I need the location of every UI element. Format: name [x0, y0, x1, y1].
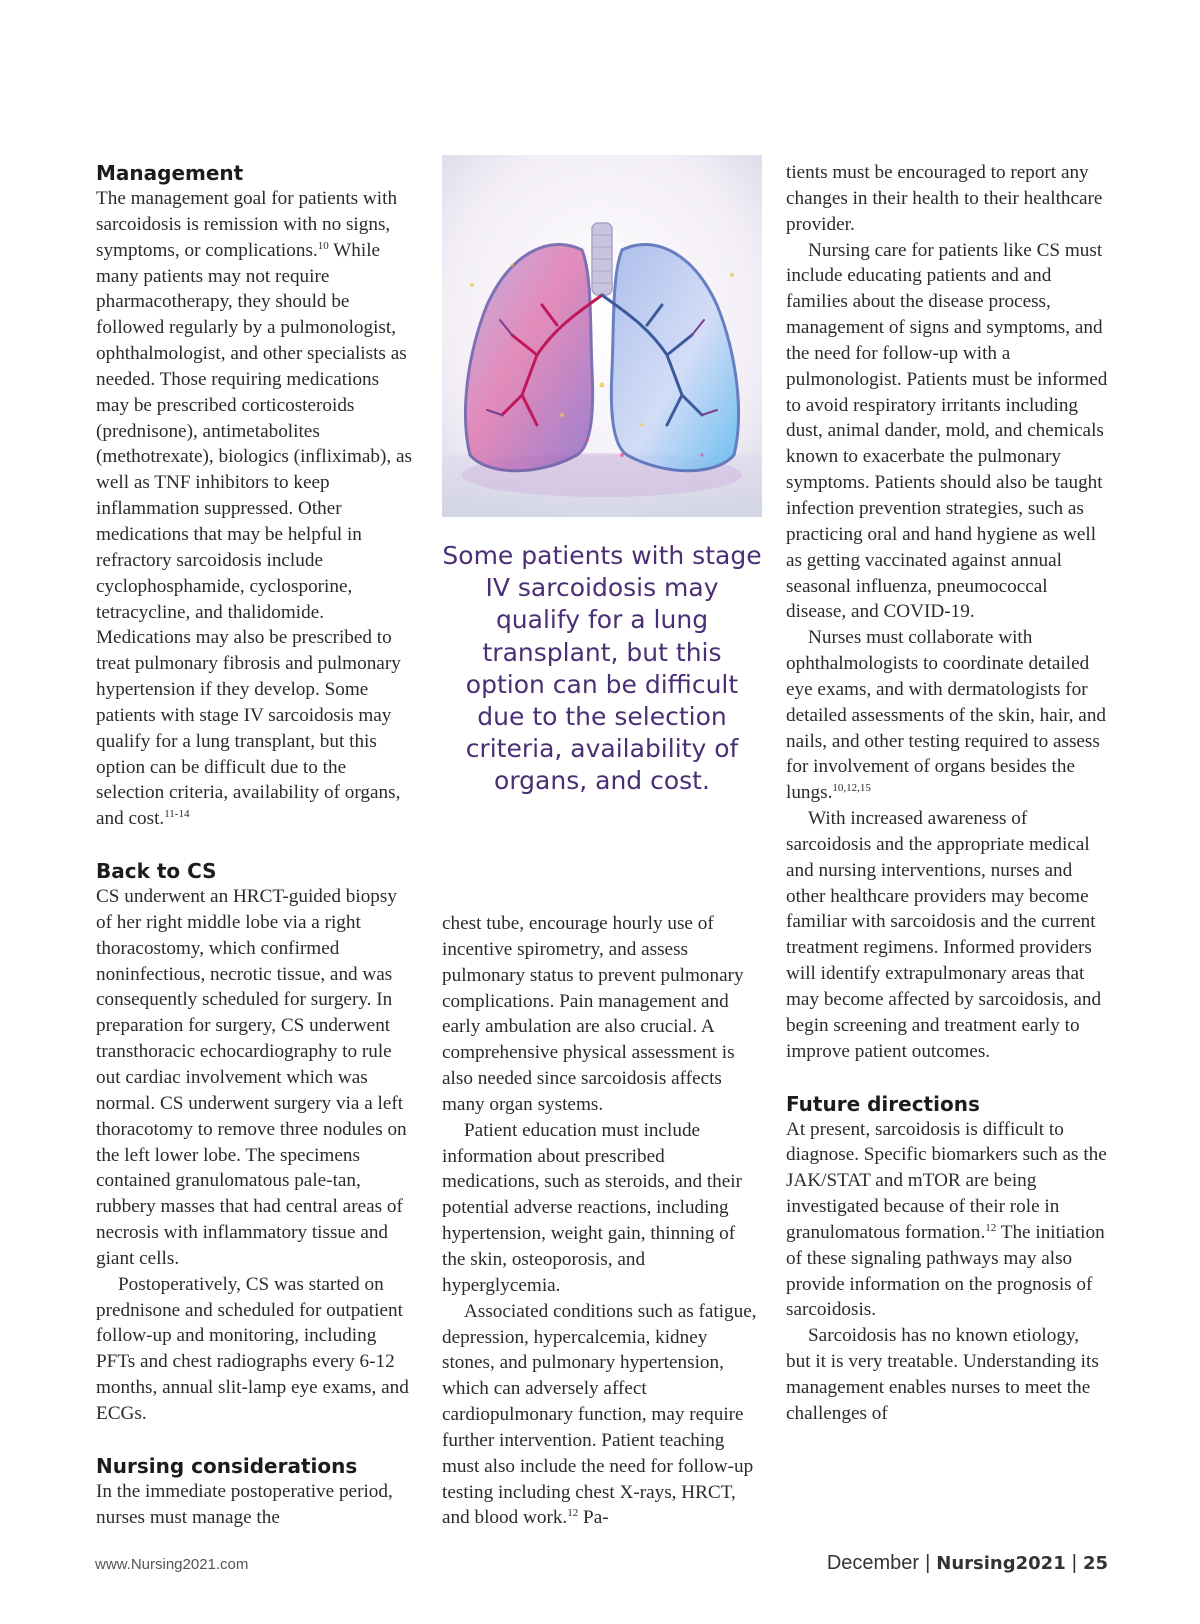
nursing-paragraph-4: Nursing care for patients like CS must include educating patients and and families about the disease process, management of signs and symptoms, and the need for follow-up with a pulmonologist. Patients must be informed to avoid respiratory irritants including dust, animal dander, mold, and chemicals known to exacerbate the pulmonary symptoms. Patients should also be taught infection prevention strategies, such as practicing oral and hand hygiene as well as getting vaccinated against annual seasonal influenza, pneumococcal disease, and COVID-19. [786, 239, 1108, 623]
nursing-heading: Nursing considerations [96, 1453, 358, 1478]
management-heading: Management [96, 161, 244, 185]
footer-folio: December | Nursing2021 | 25 [826, 1552, 1108, 1574]
page-number: 25 [1082, 1553, 1108, 1574]
lung-illustration [442, 155, 762, 517]
nursing-paragraph-6: With increased awareness of sarcoidosis and the appropriate medical and nursing interventions, nurses and other healthcare providers may become familiar with sarcoidosis and the current treatment regimens. Informed providers will identify extrapulmonary areas that may become affected by sarcoidosis, and begin screening and treatment early to improve patient outcomes. [786, 808, 1102, 1062]
footer-url: www.Nursing2021.com [95, 1556, 249, 1573]
nursing-paragraph-1-start: In the immediate postoperative period, nurses must manage the [96, 1480, 393, 1528]
management-paragraph: The management goal for patients with sarcoidosis is remission with no signs, symptoms, or complications.$^{10}$ While many patients may not require pharmacotherapy, they should be followed regularly by a pulmonologist, ophthalmologist, and other specialists as needed. Those requiring medications may be prescribed corticosteroids (prednisone), antimetabolites (methotrexate), biologics (infliximab), as well as TNF inhibitors to keep inflammation suppressed. Other medications that may be helpful in refractory sarcoidosis include cyclophosphamide, cyclosporine, tetracycline, and thalidomide. Medications may also be prescribed to treat pulmonary fibrosis and pulmonary hypertension if they develop. Some patients with stage IV sarcoidosis may qualify for a lung transplant, but this option can be difficult due to the selection criteria, availability of organs, and cost.$^{11-14}$ [96, 188, 412, 830]
footer-month: December [826, 1552, 920, 1574]
column-left [96, 160, 416, 1531]
nursing-paragraph-2: Patient education must include information about prescribed medications, such as steroids, and their potential adverse reactions, including hypertension, weight gain, thinning of the skin, osteoporosis, and hyperglycemia. [442, 1119, 743, 1296]
nursing-paragraph-3: Associated conditions such as fatigue, depression, hypercalcemia, kidney stones, and pulmonary hypertension, which can adversely affect cardiopulmonary function, may require further intervention. Patient teaching must also include the need for follow-up testing including chest X-rays, HRCT, and blood work.$^{12}$ Pa- [442, 1300, 757, 1529]
future-directions-heading: Future directions [786, 1091, 980, 1116]
back-to-cs-paragraph-1: CS underwent an HRCT-guided biopsy of her right middle lobe via a right thoracostomy, which confirmed noninfectious, necrotic tissue, and was consequently scheduled for surgery. In preparation for surgery, CS underwent transthoracic echocardiography to rule out cardiac involvement which was normal. CS underwent surgery via a left thoracotomy to remove three nodules on the left lower lobe. The specimens contained granulomatous pale-tan, rubbery masses that had central areas of necrosis with inflammatory tissue and giant cells. [96, 886, 407, 1269]
pull-quote: Some patients with stage IV sarcoidosis may qualify for a lung transplant, but this option can be difficult due to the selection criteria, availability of organs, and cost. [442, 541, 762, 796]
future-paragraph-1: At present, sarcoidosis is difficult to diagnose. Specific biomarkers such as the JAK/STAT and mTOR are being investigated because of their role in granulomatous formation.$^{12}$ The initiation of these signaling pathways may also provide information on the prognosis of sarcoidosis. [786, 1118, 1107, 1321]
nursing-paragraph-1-cont: chest tube, encourage hourly use of incentive spirometry, and assess pulmonary status to prevent pulmonary complications. Pain management and early ambulation are also crucial. A comprehensive physical assessment is also needed since sarcoidosis affects many organ systems. [442, 913, 744, 1115]
footer-magazine: Nursing2021 [936, 1553, 1066, 1574]
back-to-cs-paragraph-2: Postoperatively, CS was started on prednisone and scheduled for outpatient follow-up and monitoring, including PFTs and chest radiographs every 6-12 months, annual slit-lamp eye exams, and ECGs. [96, 1273, 409, 1424]
nursing-paragraph-5: Nurses must collaborate with ophthalmologists to coordinate detailed eye exams, and with dermatologists for detailed assessments of the skin, hair, and nails, and other testing required to assess for involvement of organs besides the lungs.$^{10,12,15}$ [786, 627, 1107, 804]
back-to-cs-heading: Back to CS [96, 859, 217, 884]
column-right [786, 160, 1108, 1427]
future-paragraph-2: Sarcoidosis has no known etiology, but it is very treatable. Understanding its management enables nurses to meet the challenges of [786, 1325, 1099, 1424]
nursing-paragraph-3-cont: tients must be encouraged to report any changes in their health to their healthcare provider. [786, 162, 1103, 235]
column-middle [442, 911, 762, 1531]
